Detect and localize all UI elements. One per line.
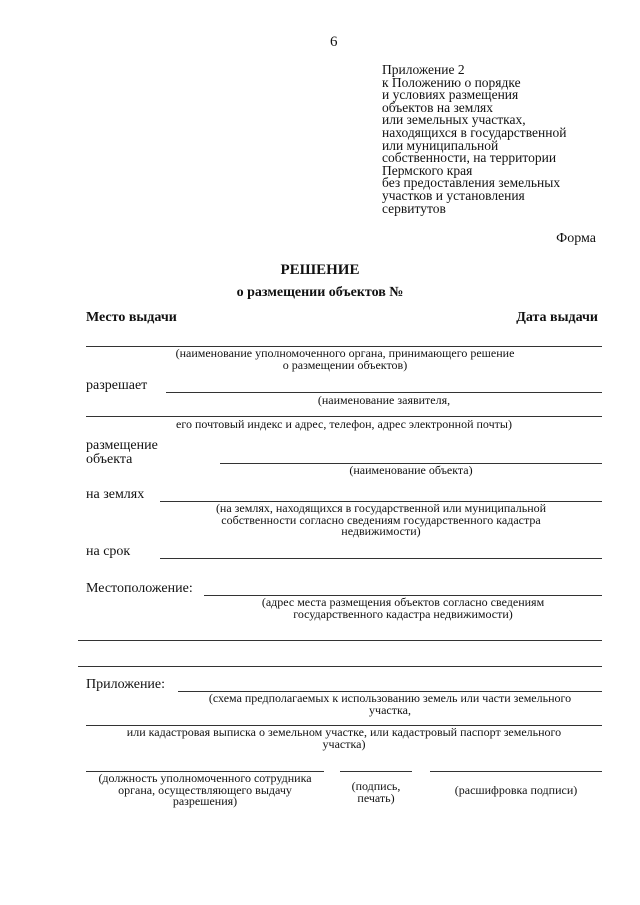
attachment-label: Приложение: (86, 677, 166, 692)
appendix-header (382, 64, 622, 215)
term-label: на срок (86, 544, 131, 559)
appendix-line: сервитутов (382, 200, 446, 216)
appendix-line: собственности, на территории (382, 150, 557, 166)
attachment-caption: (схема предполагаемых к использованию земель или части земельного участка, (208, 691, 572, 717)
lands-label: на землях (86, 487, 145, 502)
term-line[interactable] (160, 558, 602, 559)
document-subtitle: о размещении объектов № (236, 285, 404, 300)
signature-caption: (подпись, печать) (351, 779, 401, 805)
form-label: Форма (556, 231, 596, 246)
position-caption: (должность уполномоченного сотрудника органа, осуществляющего выдачу разрешения) (98, 771, 312, 808)
lands-caption: (на землях, находящихся в государственной или муниципальной собственности согласно сведениям государственного кадастра недвижимости) (215, 501, 547, 538)
date-of-issue-label: Дата выдачи (516, 310, 598, 325)
location-caption: (адрес места размещения объектов согласно сведениям государственного кадастра недвижимости) (261, 595, 545, 621)
appendix-line: объектов на землях (382, 99, 494, 115)
location-extra-line[interactable] (78, 640, 602, 641)
document-title: РЕШЕНИЕ (280, 262, 360, 278)
attachment-extra-caption: или кадастровая выписка о земельном участке, или кадастровый паспорт земельного участка) (126, 725, 562, 751)
authority-caption: (наименование уполномоченного органа, принимающего решение о размещении объектов) (175, 346, 515, 372)
applicant-caption: (наименование заявителя, (317, 393, 451, 407)
appendix-line: и условиях размещения (382, 87, 519, 103)
appendix-line: или земельных участках, (382, 112, 526, 128)
appendix-line: без предоставления земельных (382, 175, 561, 191)
appendix-line: к Положению о порядке (382, 74, 521, 90)
permits-label: разрешает (86, 378, 148, 393)
location-extra-line-2[interactable] (78, 666, 602, 667)
signature-decode-caption: (расшифровка подписи) (454, 783, 578, 797)
appendix-line: или муниципальной (382, 137, 499, 153)
place-of-issue-label: Место выдачи (86, 310, 177, 325)
appendix-line: находящихся в государственной (382, 124, 567, 140)
appendix-line: участков и установления (382, 187, 525, 203)
appendix-line: Приложение 2 (382, 62, 465, 77)
page-number: 6 (330, 34, 338, 50)
object-caption: (наименование объекта) (349, 463, 473, 477)
placement-label: размещение объекта (86, 438, 158, 467)
appendix-line: Пермского края (382, 162, 473, 178)
signature-line[interactable] (340, 771, 412, 772)
location-label: Местоположение: (86, 581, 193, 596)
applicant-contact-caption: его почтовый индекс и адрес, телефон, адрес электронной почты) (176, 417, 512, 431)
signature-decode-line[interactable] (430, 771, 602, 772)
